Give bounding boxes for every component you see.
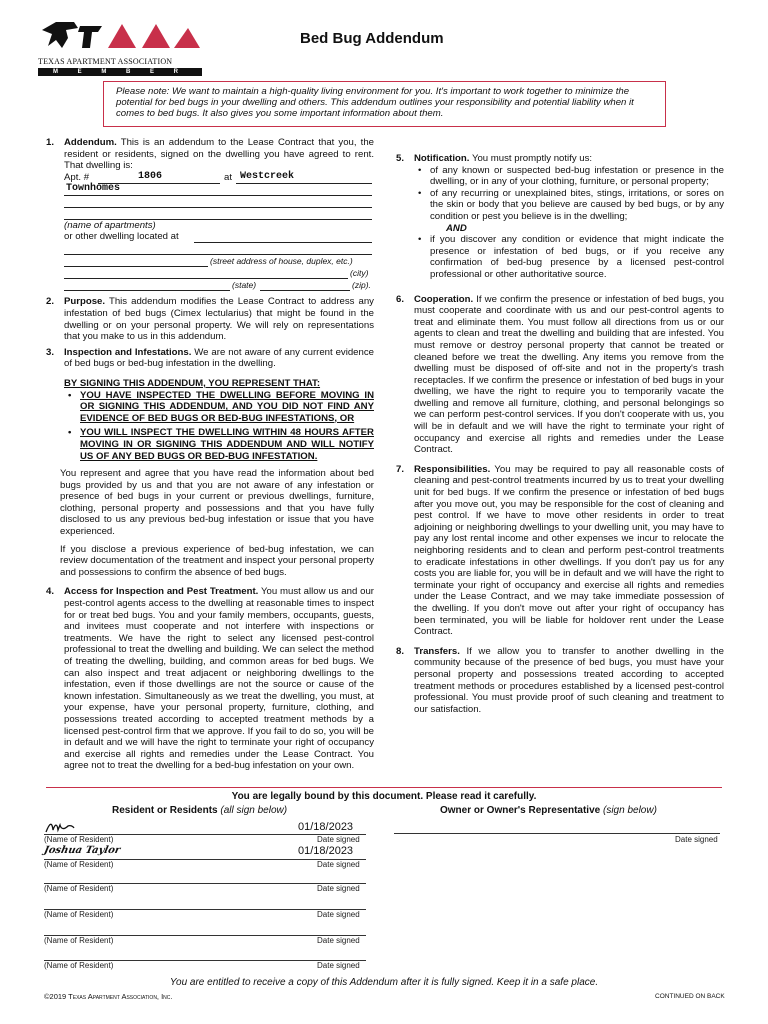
and-label: AND xyxy=(446,222,467,234)
notice-box xyxy=(103,81,666,127)
owner-heading: Owner or Owner's Representative (sign below) xyxy=(440,805,657,816)
page-title: Bed Bug Addendum xyxy=(300,30,444,47)
represent-heading: BY SIGNING THIS ADDENDUM, YOU REPRESENT THAT: xyxy=(64,377,321,389)
notification-bullet-1: • of any known or suspected bed-bug infestation or presence in the dwelling, or in any of your clothing, furniture, or personal property; xyxy=(414,165,724,188)
resident-date-caption-4: Date signed xyxy=(317,910,360,919)
signature-1-icon xyxy=(44,820,76,834)
name-line-2[interactable] xyxy=(64,196,372,208)
apartment-name-value: Townhomes xyxy=(66,182,121,194)
name-line-1[interactable] xyxy=(64,184,372,196)
resident-date-caption-3: Date signed xyxy=(317,884,360,893)
state-field[interactable] xyxy=(64,279,230,291)
section-1-head: Addendum. xyxy=(64,137,117,148)
section-8: 8. Transfers. If we allow you to transfer to another dwelling in the community because of the presence of bed bugs, you must have your personal property and possessions treated according to accepted treatment methods or procedures established by a licensed pest-control professional. You must provide proof of such cleaning and treatment to our satisfaction. xyxy=(396,645,724,715)
taa-logo-icon xyxy=(38,18,202,52)
copy-note: You are entitled to receive a copy of this Addendum after it is fully signed. Keep it in a safe place. xyxy=(169,977,599,988)
copyright: ©2019 Texas Apartment Association, Inc. xyxy=(44,992,173,1001)
name-line-3[interactable] xyxy=(64,208,372,220)
resident-date-2: 01/18/2023 xyxy=(298,845,354,857)
logo xyxy=(38,18,202,76)
other-dwelling-field[interactable] xyxy=(194,231,372,243)
street-field[interactable] xyxy=(64,255,208,267)
city-row: (city) xyxy=(64,267,374,279)
resident-date-caption-5: Date signed xyxy=(317,936,360,945)
owner-line xyxy=(394,833,720,834)
represent-list xyxy=(64,390,374,463)
state-row: (state) (zip). xyxy=(64,279,374,292)
community-value: Westcreek xyxy=(240,170,295,182)
resident-name-caption-6: (Name of Resident) xyxy=(44,961,114,970)
apt-value: 1806 xyxy=(138,170,163,182)
section-7: 7. Responsibilities. You may be required to pay all reasonable costs of cleaning and pest-control treatments incurred by us to treat your dwelling unit for bed bugs. If we confirm the presence or infestation of bed bugs after you move out, you may be responsible for the cost of cleaning and pest control. If we have to move other residents in order to treat adjoining or neighboring dwellings to your dwelling unit, you may have to pay any lost rental income and other expenses we incur to relocate the neighboring residents and to clean and perform pest-control treatments to eradicate infestations in other dwellings. If you don't pay us for any costs you are liable for, you will be in default and we will have the right to terminate your right of occupancy and exercise all rights and remedies under the Lease Contract, and we may take immediate possession of the dwelling. If you don't move out after your right of occupancy has been terminated, you will be liable for holdover rent under the Lease Contract. xyxy=(396,463,724,638)
section-5: 5. Notification. You must promptly notify us: • of any known or suspected bed-bug infestation or presence in the dwelling, or in any of your clothing, furniture, or personal property; • of any recurring or unexplained bites, stings, irritations, or sores on the skin or body that you believe are caused by bed bugs, or by any condition or pest you believe is in the dwelling; AND • if you discover any condition or evidence that might indicate the presence or infestation of bed bugs, or if you receive any confirmation of bed-bug presence by a licensed pest-control professional or other authoritative source. xyxy=(414,153,724,281)
continued-on-back: CONTINUED ON BACK xyxy=(655,993,725,1000)
resident-name-caption-1: (Name of Resident) xyxy=(44,835,114,844)
notification-list-2 xyxy=(414,234,724,280)
name-caption: (name of apartments) xyxy=(64,219,156,231)
org-name: TEXAS APARTMENT ASSOCIATION xyxy=(38,57,173,66)
resident-heading: Resident or Residents (all sign below) xyxy=(112,805,288,816)
apt-row: Apt. # 1806 at Westcreek xyxy=(64,172,374,184)
resident-date-1: 01/18/2023 xyxy=(298,821,354,833)
owner-date-caption: Date signed xyxy=(675,835,718,844)
represent-bullet-2: • YOU WILL INSPECT THE DWELLING WITHIN 48 HOURS AFTER MOVING IN OR SIGNING THIS ADDENDUM AND WILL NOTIFY US OF ANY BED BUGS OR BED-BUG INFESTATION. xyxy=(64,427,374,462)
left-column xyxy=(46,137,374,772)
city-field[interactable] xyxy=(64,267,348,279)
zip-field[interactable] xyxy=(260,279,350,291)
resident-name-caption-2: (Name of Resident) xyxy=(44,860,114,869)
resident-date-caption-2: Date signed xyxy=(317,860,360,869)
notification-bullet-3: • if you discover any condition or evidence that might indicate the presence or infestation of bed bugs, or if you receive any confirmation of bed-bug presence by a licensed pest-control professional or other authoritative source. xyxy=(414,234,724,280)
notification-bullet-2: • of any recurring or unexplained bites, stings, irritations, or sores on the skin or body that you believe are caused by bed bugs, or by any condition or pest you believe is in the dwelling; xyxy=(414,188,724,223)
section-3-para-1: You represent and agree that you have read the information about bed bugs provided by us and that you are not aware of any infestation or presence of bed bugs in your current or previous dwellings, furniture, clothing, personal property and possessions and that you have fully disclosed to us any previous bed-bug infestation or issue that you have experienced. xyxy=(60,468,374,538)
resident-name-caption-5: (Name of Resident) xyxy=(44,936,114,945)
signature-2: Joshua Taylor xyxy=(42,845,122,856)
notification-list xyxy=(414,165,724,223)
resident-date-caption-6: Date signed xyxy=(317,961,360,970)
section-2: 2. Purpose. This addendum modifies the Lease Contract to address any infestation of bed bugs (Cimex lectularius) that might be found in the dwelling or on your personal property. We will rely on representations that you make to us in this addendum. xyxy=(46,296,374,343)
street-row: (street address of house, duplex, etc.) xyxy=(64,255,374,267)
right-column xyxy=(396,153,724,715)
represent-bullet-1: • YOU HAVE INSPECTED THE DWELLING BEFORE MOVING IN OR SIGNING THIS ADDENDUM, AND YOU DID NOT FIND ANY EVIDENCE OF BED BUGS OR BED-BUG INFESTATIONS, OR xyxy=(64,390,374,425)
section-6: 6. Cooperation. If we confirm the presence or infestation of bed bugs, you must cooperate and coordinate with us and our pest-control agents to treat and eliminate them. You must follow all directions from us or our agents to clean and treat the dwelling and building that are infested. You must remove or destroy personal property that cannot be treated or cleaned before we treat the dwelling. Any items you remove from the dwelling must be disposed of off-site and not in the property's trash receptacles. If we confirm the presence or infestation of bed bugs in your dwelling, we have the right to require you to temporarily vacate the dwelling and remove all furniture, clothing, and personal belongings so we can perform pest-control services. If you don't cooperate with us, you will be in default and we will have the right to terminate your right of occupancy and exercise all rights and remedies under the Lease Contract. xyxy=(396,293,724,456)
resident-date-caption-1: Date signed xyxy=(317,835,360,844)
signature-divider xyxy=(46,787,722,788)
section-1: 1. Addendum. This is an addendum to the Lease Contract that you, the resident or residents, signed on the dwelling you have agreed to rent. That dwelling is: Apt. # 1806 at Westcreek Townhomes (name of apartments) or other dwelling located at (street address of house, duplex, etc.) (city) (state) (zip). xyxy=(46,137,374,291)
member-bar: M E M B E R xyxy=(38,68,202,76)
address-line-1[interactable] xyxy=(64,243,372,255)
resident-name-caption-4: (Name of Resident) xyxy=(44,910,114,919)
bound-notice: You are legally bound by this document. Please read it carefully. xyxy=(231,791,537,802)
section-4: 4. Access for Inspection and Pest Treatment. You must allow us and our pest-control agents access to the dwelling at reasonable times to inspect for or treat bed bugs. You and your family members, occupants, guests, and invitees must cooperate and not interfere with inspections or treatments. We have the right to select any licensed pest-control professional to treat the dwelling and building. We can select the method of treating the dwelling, building, and common areas for bed bugs. We can also inspect and treat adjacent or neighboring dwellings to the infestation, even if those dwellings are not the source or cause of the known infestation. Simultaneously as we treat the dwelling, you must, at your expense, have your personal property, furniture, clothing, and possessions treated according to accepted treatment methods by a licensed pest-control firm that we approve. If you fail to do so, you will be in default and we will have the right to terminate your right of occupancy and exercise all rights and remedies under the Lease Contract. You agree not to treat the dwelling for a bed-bug infestation on your own. xyxy=(46,586,374,772)
resident-name-caption-3: (Name of Resident) xyxy=(44,884,114,893)
section-3: 3. Inspection and Infestations. We are not aware of any current evidence of bed bugs or bed-bug infestation in the dwelling. BY SIGNING THIS ADDENDUM, YOU REPRESENT THAT: • YOU HAVE INSPECTED THE DWELLING BEFORE MOVING IN OR SIGNING THIS ADDENDUM, AND YOU DID NOT FIND ANY EVIDENCE OF BED BUGS OR BED-BUG INFESTATIONS, OR • YOU WILL INSPECT THE DWELLING WITHIN 48 HOURS AFTER MOVING IN OR SIGNING THIS ADDENDUM AND WILL NOTIFY US OF ANY BED BUGS OR BED-BUG INFESTATION. You represent and agree that you have read the information about bed bugs provided by us and that you are not aware of any infestation or presence of bed bugs in your current or previous dwellings, furniture, clothing, personal property and possessions and that you have fully disclosed to us any previous bed-bug infestation or issue that you have experienced. If you disclose a previous experience of bed-bug infestation, we can review documentation of the treatment and inspect your personal property and possessions to confirm the absence of bed bugs. xyxy=(64,347,374,579)
section-3-para-2: If you disclose a previous experience of bed-bug infestation, we can review documentation of the treatment and inspect your personal property and possessions to confirm the absence of bed bugs. xyxy=(60,543,374,578)
other-dwelling-row: or other dwelling located at xyxy=(64,231,374,243)
notice-text: Please note: We want to maintain a high-quality living environment for you. It's important to work together to minimize the potential for bed bugs in your dwelling and others. This addendum outlines your responsibility and potential liability when it comes to bed bugs. It also gives you some important information about them. xyxy=(116,86,634,120)
